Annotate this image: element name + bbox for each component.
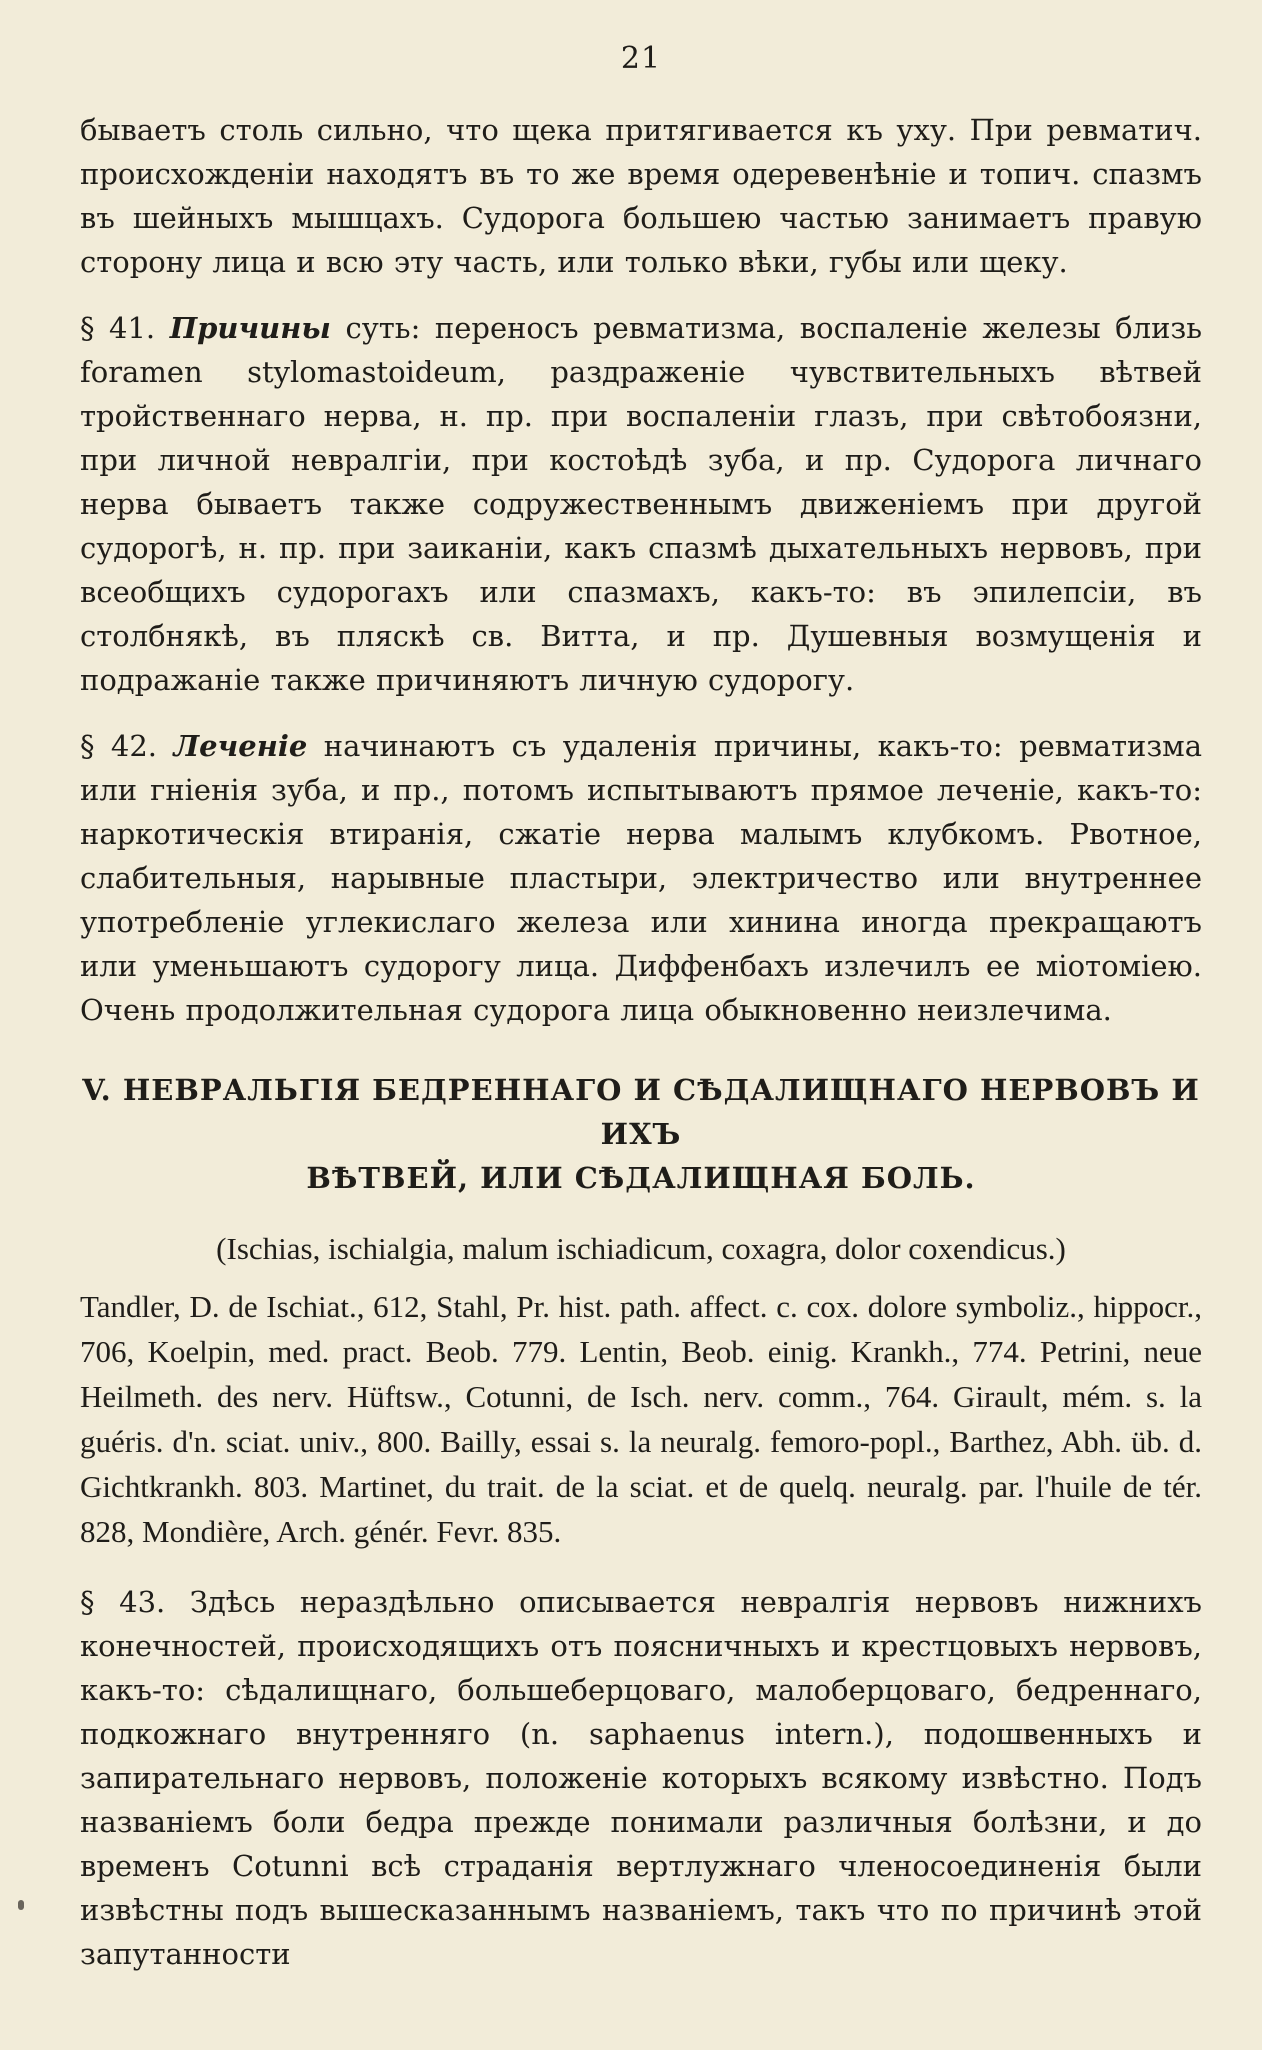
section-42-number: § 42. bbox=[80, 729, 158, 763]
section-v-heading-line1: V. НЕВРАЛЬГІЯ БЕДРЕННАГО И СѢДАЛИЩНАГО НЕРВОВЪ И ИХЪ bbox=[82, 1073, 1200, 1151]
paragraph-continuation: бываетъ столь сильно, что щека притягивается къ уху. При ревматич. происхожденіи находятъ въ то же время одеревенѣніе и топич. спазмъ въ шейныхъ мышцахъ. Судорога большею частью занимаетъ правую сторону лица и всю эту часть, или только вѣки, губы или щеку. bbox=[80, 113, 1202, 279]
section-41-number: § 41. bbox=[80, 311, 156, 345]
paragraph-section-41 bbox=[80, 306, 1202, 702]
page-number: 21 bbox=[620, 41, 662, 76]
paper-speck bbox=[18, 1900, 24, 1910]
section-43-text: Здѣсь нераздѣльно описывается невралгія нервовъ нижнихъ конечностей, происходящихъ отъ поясничныхъ и крестцовыхъ нервовъ, какъ-то: сѣдалищнаго, большеберцоваго, малоберцоваго, бедреннаго, подкожнаго внутренняго (n. saphaenus intern.), подошвенныхъ и запирательнаго нервовъ, положеніе которыхъ всякому извѣстно. Подъ названіемъ боли бедра прежде понимали различныя болѣзни, и до временъ Cotunni всѣ страданія вертлужнаго членосоединенія были извѣстны подъ вышесказаннымъ названіемъ, такъ что по причинѣ этой запутанности bbox=[80, 1585, 1203, 1971]
latin-synonyms: (Ischias, ischialgia, malum ischiadicum, coxagra, dolor coxendicus.) bbox=[216, 1231, 1066, 1266]
section-v-heading-line2: ВѢТВЕЙ, ИЛИ СѢДАЛИЩНАЯ БОЛЬ. bbox=[306, 1161, 976, 1195]
section-43-number: § 43. bbox=[80, 1585, 166, 1619]
section-42-text: начинаютъ съ удаленія причины, какъ-то: ревматизма или гніенія зуба, и пр., потомъ испытываютъ прямое леченіе, какъ-то: наркотическія втиранія, сжатіе нерва малымъ клубкомъ. Рвотное, слабительныя, нарывные пластыри, электричество или внутреннее употребленіе углекислаго железа или хинина иногда прекращаютъ или уменьшаютъ судорогу лица. Диффенбахъ излечилъ ее міотоміею. Очень продолжительная судорога лица обыкновенно неизлечима. bbox=[80, 729, 1203, 1027]
section-42-keyword: Леченіе bbox=[173, 729, 308, 763]
paragraph-section-43 bbox=[80, 1580, 1202, 1976]
section-41-text: суть: переносъ ревматизма, воспаленіе железы близь foramen stylomastoideum, раздраженіе чувствительныхъ вѣтвей тройственнаго нерва, н. пр. при воспаленіи глазъ, при свѣтобоязни, при личной невралгіи, при костоѣдѣ зуба, и пр. Судорога личнаго нерва бываетъ также содружественнымъ движеніемъ при другой судорогѣ, н. пр. при заиканіи, какъ спазмѣ дыхательныхъ нервовъ, при всеобщихъ судорогахъ или спазмахъ, какъ-то: въ эпилепсіи, въ столбнякѣ, въ пляскѣ св. Витта, и пр. Душевныя возмущенія и подражаніе также причиняютъ личную судорогу. bbox=[80, 311, 1202, 697]
section-v-heading bbox=[80, 1068, 1202, 1200]
paragraph-section-42 bbox=[80, 724, 1202, 1032]
section-41-keyword: Причины bbox=[169, 311, 331, 345]
bibliography-references: Tandler, D. de Ischiat., 612, Stahl, Pr. hist. path. affect. c. cox. dolore symboliz., hippocr., 706, Koelpin, med. pract. Beob. 779. Lentin, Beob. einig. Krankh., 774. Petrini, neue Heilmeth. des nerv. Hüftsw., Cotunni, de Isch. nerv. comm., 764. Girault, mém. s. la guéris. d'n. sciat. univ., 800. Bailly, essai s. la neuralg. femoro-popl., Barthez, Abh. üb. d. Gichtkrankh. 803. Martinet, du trait. de la sciat. et de quelq. neuralg. par. l'huile de tér. 828, Mondière, Arch. génér. Fevr. 835. bbox=[80, 1289, 1202, 1549]
